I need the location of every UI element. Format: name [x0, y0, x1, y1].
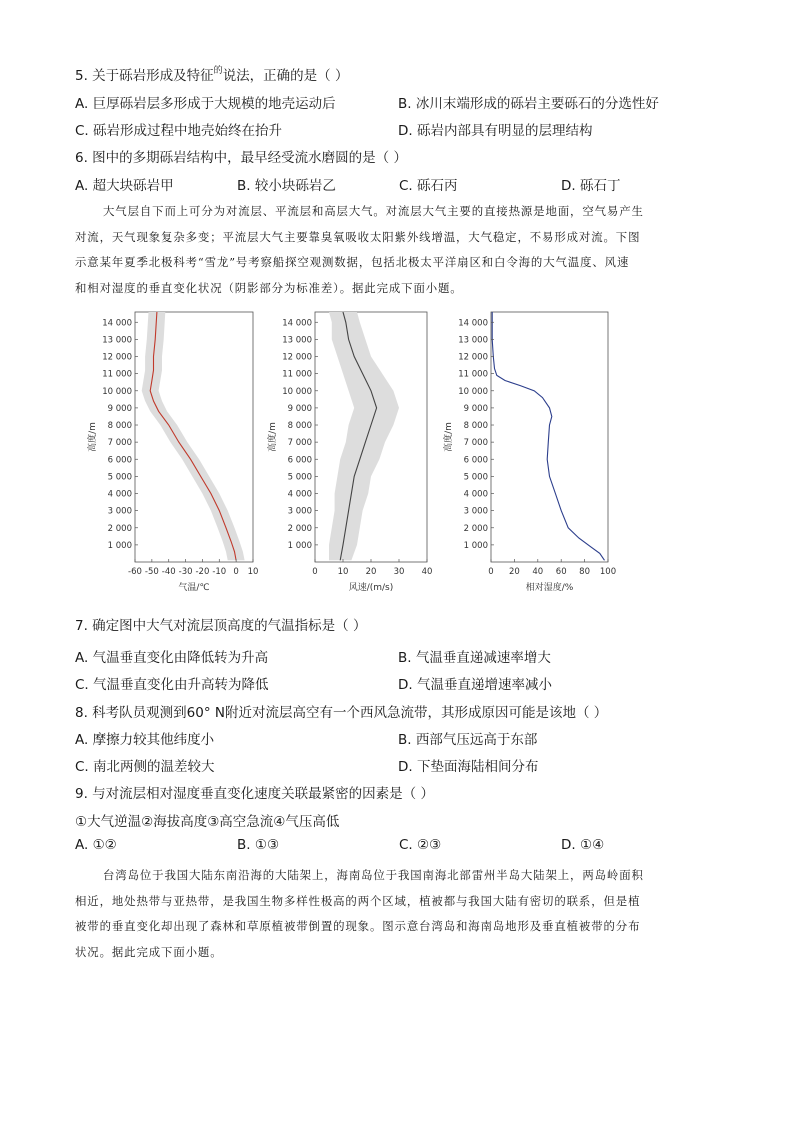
y-tick-label: 9 000: [463, 403, 488, 414]
passage-atmosphere: [75, 199, 720, 301]
passage-line: 对流，天气现象复杂多变；平流层大气主要靠臭氧吸收太阳紫外线增温，大气稳定，不易形成对流。下图: [75, 229, 641, 244]
x-tick-label: 0: [312, 567, 318, 577]
q6-option-c: C. 砾石丙: [399, 178, 458, 194]
y-tick-label: 12 000: [282, 352, 312, 363]
q8-option-a: A. 摩擦力较其他纬度小: [75, 732, 215, 748]
passage-line: 台湾岛位于我国大陆东南沿海的大陆架上，海南岛位于我国南海北部雷州半岛大陆架上，两岛岭面积: [103, 868, 644, 882]
y-tick-label: 14 000: [282, 318, 312, 329]
std-dev-band: [142, 312, 245, 560]
passage-islands: [75, 863, 720, 965]
y-tick-label: 12 000: [102, 352, 132, 363]
y-tick-label: 11 000: [458, 369, 488, 380]
x-tick-label: -20: [195, 567, 210, 577]
y-tick-label: 2 000: [287, 523, 312, 534]
y-tick-label: 5 000: [463, 472, 488, 483]
q8-option-c: C. 南北两侧的温差较大: [75, 759, 215, 775]
y-axis-label: 高度/m: [268, 422, 278, 452]
passage-line: 大气层自下而上可分为对流层、平流层和高层大气。对流层大气主要的直接热源是地面，空气易产生: [103, 204, 644, 218]
x-tick-label: 100: [599, 567, 617, 577]
y-tick-label: 5 000: [287, 472, 312, 483]
q9-option-a: A. ①②: [75, 837, 117, 853]
x-tick-label: 0: [488, 567, 494, 577]
y-tick-label: 6 000: [287, 455, 312, 466]
q5-option-a: A. 巨厚砾岩层多形成于大规模的地壳运动后: [75, 96, 336, 112]
y-tick-label: 1 000: [107, 540, 132, 551]
y-tick-label: 4 000: [463, 489, 488, 500]
y-tick-label: 8 000: [463, 421, 488, 432]
x-tick-label: -10: [212, 567, 227, 577]
q5-option-d: D. 砾岩内部具有明显的层理结构: [398, 123, 593, 139]
y-axis-label: 高度/m: [88, 422, 98, 452]
q9-option-c: C. ②③: [399, 837, 442, 853]
x-tick-label: -40: [161, 567, 176, 577]
y-tick-label: 9 000: [287, 403, 312, 414]
q7-option-d: D. 气温垂直递增速率减小: [398, 677, 552, 693]
y-tick-label: 14 000: [102, 318, 132, 329]
y-tick-label: 9 000: [107, 403, 132, 414]
y-tick-label: 11 000: [282, 369, 312, 380]
q8-option-b: B. 西部气压远高于东部: [398, 732, 538, 748]
y-tick-label: 7 000: [287, 438, 312, 449]
x-axis-label: 相对湿度/%: [525, 583, 574, 593]
q5-option-b: B. 冰川末端形成的砾岩主要砾石的分选性好: [398, 96, 659, 112]
x-tick-label: -60: [128, 567, 142, 577]
y-tick-label: 6 000: [463, 455, 488, 466]
y-tick-label: 4 000: [107, 489, 132, 500]
humidity-chart: [432, 306, 622, 602]
x-tick-label: 30: [393, 567, 405, 577]
q6-option-b: B. 较小块砾岩乙: [237, 178, 336, 194]
x-tick-label: 60: [555, 567, 567, 577]
x-tick-label: 80: [579, 567, 591, 577]
wind-speed-chart: [257, 306, 437, 602]
q6-option-d: D. 砾石丁: [561, 178, 621, 194]
y-tick-label: 2 000: [107, 523, 132, 534]
y-tick-label: 13 000: [282, 335, 312, 346]
x-tick-label: -30: [178, 567, 193, 577]
y-tick-label: 8 000: [287, 421, 312, 432]
q8-option-d: D. 下垫面海陆相间分布: [398, 759, 539, 775]
x-tick-label: 10: [247, 567, 259, 577]
y-tick-label: 7 000: [463, 438, 488, 449]
y-tick-label: 6 000: [107, 455, 132, 466]
x-tick-label: 20: [365, 567, 377, 577]
x-axis-label: 气温/℃: [178, 583, 210, 593]
series-line: [492, 312, 604, 560]
y-tick-label: 7 000: [107, 438, 132, 449]
q7-option-a: A. 气温垂直变化由降低转为升高: [75, 650, 269, 666]
q5-stem: 5. 关于砾岩形成及特征$^的$说法，正确的是（ ）: [75, 66, 349, 84]
y-tick-label: 13 000: [102, 335, 132, 346]
x-tick-label: 0: [233, 567, 239, 577]
y-tick-label: 3 000: [287, 506, 312, 517]
passage-line: 被带的垂直变化却出现了森林和草原植被带倒置的现象。图示意台湾岛和海南岛地形及垂直植被带的分布: [75, 919, 641, 933]
y-tick-label: 8 000: [107, 421, 132, 432]
y-tick-label: 10 000: [458, 386, 488, 397]
x-tick-label: 20: [508, 567, 520, 577]
x-axis-label: 风速/(m/s): [348, 583, 394, 593]
y-tick-label: 1 000: [287, 540, 312, 551]
q6-option-a: A. 超大块砾岩甲: [75, 178, 174, 194]
temperature-chart: [85, 306, 265, 602]
q7-stem: 7. 确定图中大气对流层顶高度的气温指标是（ ）: [75, 618, 367, 634]
passage-line: 示意某年夏季北极科考“雪龙”号考察船探空观测数据，包括北极太平洋扇区和白令海的大气温度、风速: [75, 255, 630, 269]
y-tick-label: 3 000: [463, 506, 488, 517]
q7-option-b: B. 气温垂直递减速率增大: [398, 650, 551, 666]
q9-stem: 9. 与对流层相对湿度垂直变化速度关联最紧密的因素是（ ）: [75, 786, 434, 802]
x-tick-label: 40: [532, 567, 544, 577]
q5-option-c: C. 砾岩形成过程中地壳始终在抬升: [75, 123, 283, 139]
passage-line: 状况。据此完成下面小题。: [75, 944, 223, 959]
q9-option-d: D. ①④: [561, 837, 605, 853]
plot-frame: [491, 312, 608, 562]
y-tick-label: 12 000: [458, 352, 488, 363]
y-tick-label: 10 000: [282, 386, 312, 397]
passage-line: 和相对湿度的垂直变化状况（阴影部分为标准差）。据此完成下面小题。: [75, 280, 463, 295]
y-tick-label: 13 000: [458, 335, 488, 346]
x-tick-label: 10: [337, 567, 349, 577]
y-tick-label: 11 000: [102, 369, 132, 380]
std-dev-band: [329, 312, 399, 560]
x-tick-label: 40: [421, 567, 433, 577]
q7-option-c: C. 气温垂直变化由升高转为降低: [75, 677, 269, 693]
y-tick-label: 10 000: [102, 386, 132, 397]
y-tick-label: 3 000: [107, 506, 132, 517]
passage-line: 相近，地处热带与亚热带，是我国生物多样性极高的两个区域，植被都与我国大陆有密切的联系，但是植: [75, 893, 641, 908]
q9-option-b: B. ①③: [237, 837, 280, 853]
y-tick-label: 1 000: [463, 540, 488, 551]
y-tick-label: 4 000: [287, 489, 312, 500]
y-tick-label: 2 000: [463, 523, 488, 534]
y-axis-label: 高度/m: [444, 422, 454, 452]
y-tick-label: 5 000: [107, 472, 132, 483]
y-tick-label: 14 000: [458, 318, 488, 329]
x-tick-label: -50: [144, 567, 159, 577]
q8-stem: 8. 科考队员观测到60° N附近对流层高空有一个西风急流带，其形成原因可能是该地（ ）: [75, 705, 608, 721]
q9-factors: ①大气逆温②海拔高度③高空急流④气压高低: [75, 814, 340, 830]
q6-stem: 6. 图中的多期砾岩结构中，最早经受流水磨圆的是（ ）: [75, 150, 407, 166]
